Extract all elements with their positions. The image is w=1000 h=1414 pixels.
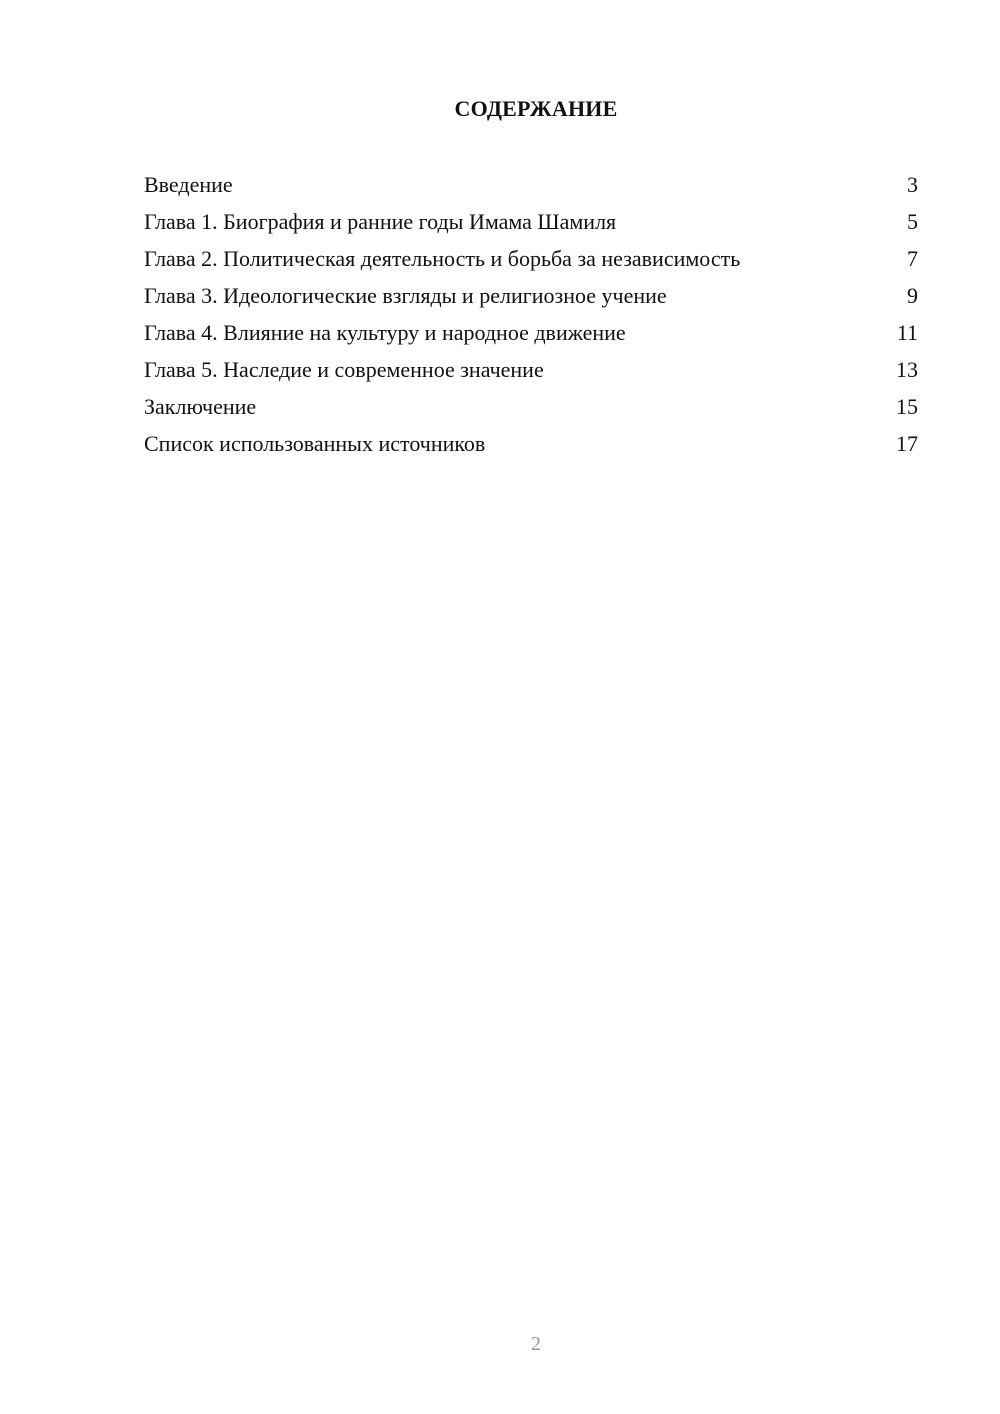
- toc-entry-page: 13: [896, 357, 918, 382]
- table-of-contents: [144, 170, 918, 466]
- toc-entry-chapter-1: [144, 207, 918, 244]
- toc-heading: СОДЕРЖАНИЕ: [454, 96, 618, 121]
- toc-entry-chapter-4: [144, 318, 918, 355]
- toc-entry-title: Глава 2. Политическая деятельность и борьба за независимость: [144, 246, 741, 271]
- toc-entry-title: Глава 3. Идеологические взгляды и религиозное учение: [144, 283, 667, 308]
- toc-entry-page: 5: [907, 209, 918, 234]
- toc-entry-references: [144, 429, 918, 466]
- toc-entry-page: 11: [896, 320, 918, 345]
- toc-entry-chapter-2: [144, 244, 918, 281]
- toc-entry-chapter-5: [144, 355, 918, 392]
- toc-entry-page: 9: [907, 283, 918, 308]
- toc-entry-conclusion: [144, 392, 918, 429]
- toc-entry-page: 17: [896, 431, 918, 456]
- toc-entry-title: Глава 4. Влияние на культуру и народное движение: [144, 320, 626, 345]
- toc-entry-page: 3: [907, 172, 918, 197]
- toc-entry-chapter-3: [144, 281, 918, 318]
- toc-entry-title: Список использованных источников: [144, 431, 486, 456]
- toc-entry-page: 7: [907, 246, 918, 271]
- toc-entry-title: Заключение: [144, 394, 257, 419]
- toc-entry-introduction: [144, 170, 918, 207]
- toc-entry-title: Глава 1. Биография и ранние годы Имама Шамиля: [144, 209, 617, 234]
- toc-entry-title: Глава 5. Наследие и современное значение: [144, 357, 544, 382]
- page-number: 2: [531, 1333, 541, 1355]
- toc-entry-page: 15: [896, 394, 918, 419]
- toc-entry-title: Введение: [144, 172, 233, 197]
